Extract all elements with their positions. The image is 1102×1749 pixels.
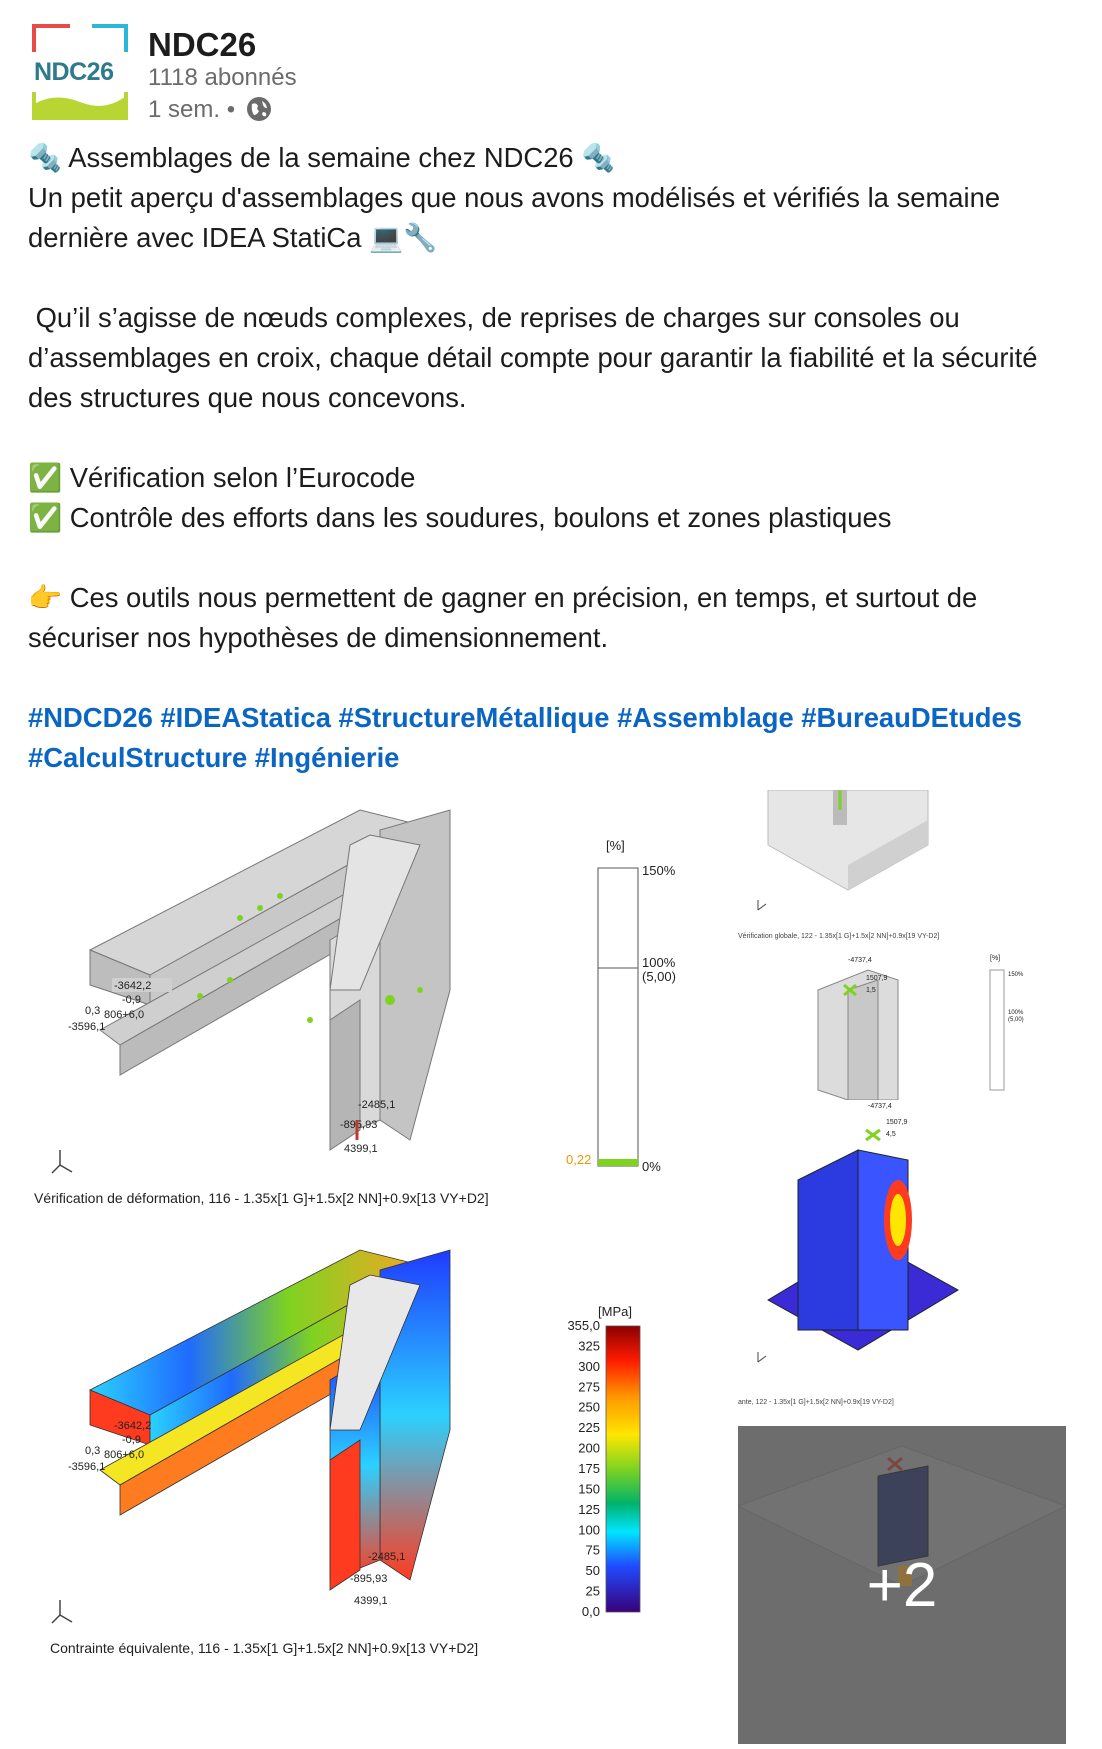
post-hashtags[interactable]: #NDCD26 #IDEAStatica #StructureMétallique #Assemblage #BureauDEtudes #CalculStructure #Ingénierie — [28, 702, 1030, 773]
fig1-label-8: 4399,1 — [344, 1143, 378, 1155]
gauge-deformation — [550, 790, 730, 1230]
small-caption-1: Vérification globale, 122 - 1.35x[1 G]+1.5x[2 NN]+0.9x[19 VY-D2] — [738, 933, 940, 940]
fig1-label-1: -3642,2 — [114, 980, 152, 992]
fig1-label-7: -895,93 — [340, 1119, 378, 1131]
media-image-plate-check[interactable] — [738, 950, 1066, 1100]
small-label-5: 1507,9 — [886, 1119, 908, 1126]
gauge-stress — [550, 1230, 730, 1670]
small-label-4: -4737,4 — [868, 1103, 892, 1110]
gauge2-tick: 100 — [578, 1522, 600, 1538]
gauge1-mid2: (5,00) — [642, 969, 676, 984]
post-text — [28, 138, 1078, 778]
fig1-label-3: 0,3 — [85, 1005, 101, 1017]
gauge2-tick: 325 — [578, 1338, 600, 1354]
small-label-3: 1,5 — [866, 987, 876, 994]
post-line-body: Qu’il s’agisse de nœuds complexes, de reprises de charges sur consoles ou d’assemblages en croix, chaque détail compte pour garantir la fiabilité et la sécurité des structures que nous concevons. — [28, 302, 1046, 413]
gauge2-tick: 300 — [578, 1358, 600, 1374]
gauge1-value: 0,22 — [566, 1152, 592, 1167]
post-header — [30, 22, 1070, 122]
author-meta — [148, 62, 297, 131]
post-line-title: 🔩 Assemblages de la semaine chez NDC26 🔩 — [28, 142, 616, 173]
gauge2-tick: 275 — [578, 1379, 600, 1395]
fig2-label-5: -3596,1 — [68, 1461, 106, 1473]
post-line-conclusion: 👉 Ces outils nous permettent de gagner en précision, en temps, et surtout de sécuriser nos hypothèses de dimensionnement. — [28, 582, 985, 653]
small-gauge-mid: 100% — [1008, 1010, 1024, 1016]
media-image-deformation[interactable] — [30, 790, 550, 1230]
more-images-overlay[interactable] — [738, 1426, 1066, 1744]
gauge2-tick: 150 — [578, 1481, 600, 1497]
gauge2-tick: 250 — [578, 1399, 600, 1415]
media-image-global-check[interactable] — [738, 790, 1066, 950]
small-gauge-top: 150% — [1008, 972, 1024, 978]
gauge1-unit: [%] — [606, 838, 625, 853]
small-label-6: 4,5 — [886, 1131, 896, 1138]
post-line-intro: Un petit aperçu d'assemblages que nous avons modélisés et vérifiés la semaine dernière avec IDEA StatiCa 💻🔧 — [28, 182, 1008, 253]
gauge2-tick: 200 — [578, 1440, 600, 1456]
fig2-label-4: 806+6,0 — [104, 1449, 145, 1461]
post-media[interactable] — [30, 790, 1102, 1744]
post-check-efforts: ✅ Contrôle des efforts dans les soudures, boulons et zones plastiques — [28, 502, 892, 533]
logo-text: NDC26 — [34, 58, 114, 86]
fig2-label-3: 0,3 — [85, 1445, 101, 1457]
gauge2-tick: 175 — [578, 1461, 600, 1476]
fig1-caption: Vérification de déformation, 116 - 1.35x[1 G]+1.5x[2 NN]+0.9x[13 VY+D2] — [34, 1190, 489, 1206]
small-gauge-mid2: (5,00) — [1008, 1017, 1024, 1023]
fig2-label-2: -0,9 — [122, 1434, 141, 1446]
gauge2-unit: [MPa] — [598, 1304, 632, 1319]
gauge2-tick: 0,0 — [581, 1604, 600, 1619]
small-gauge-unit: [%] — [990, 955, 1001, 962]
media-image-plate-stress[interactable] — [738, 1100, 1066, 1426]
fig1-label-4: 806+6,0 — [104, 1009, 145, 1021]
media-image-stress[interactable] — [30, 1230, 550, 1670]
followers-count: 1118 abonnés — [148, 64, 297, 91]
time-label: 1 sem. • — [148, 96, 236, 123]
fig2-label-1: -3642,2 — [114, 1420, 152, 1432]
post-time — [148, 94, 297, 131]
gauge2-tick: 75 — [585, 1542, 600, 1558]
fig2-label-6: -2485,1 — [368, 1551, 406, 1563]
gauge2-tick: 50 — [585, 1563, 600, 1579]
fig2-caption: Contrainte équivalente, 116 - 1.35x[1 G]+1.5x[2 NN]+0.9x[13 VY+D2] — [50, 1640, 479, 1656]
fig2-label-8: 4399,1 — [354, 1595, 388, 1607]
more-images-count[interactable]: +2 — [866, 1550, 938, 1620]
gauge1-bottom: 0% — [642, 1159, 661, 1174]
globe-icon — [246, 96, 272, 131]
gauge1-top: 150% — [642, 863, 676, 878]
gauge2-tick: 225 — [578, 1420, 600, 1436]
company-logo[interactable] — [30, 22, 130, 122]
gauge1-mid: 100% — [642, 955, 676, 970]
gauge2-tick: 355,0 — [567, 1318, 600, 1333]
small-label-2: 1507,9 — [866, 975, 888, 982]
gauge2-tick: 125 — [578, 1501, 600, 1517]
small-caption-2: ante, 122 - 1.35x[1 G]+1.5x[2 NN]+0.9x[19 VY-D2] — [738, 1399, 894, 1406]
gauge2-tick: 25 — [585, 1583, 600, 1599]
fig1-label-2: -0,9 — [122, 994, 141, 1006]
fig2-label-7: -895,93 — [350, 1573, 388, 1585]
author-name[interactable]: NDC26 — [148, 26, 257, 63]
post-check-eurocode: ✅ Vérification selon l’Eurocode — [28, 462, 416, 493]
fig1-label-6: -2485,1 — [358, 1099, 396, 1111]
small-label-1: -4737,4 — [848, 957, 872, 964]
fig1-label-5: -3596,1 — [68, 1021, 106, 1033]
